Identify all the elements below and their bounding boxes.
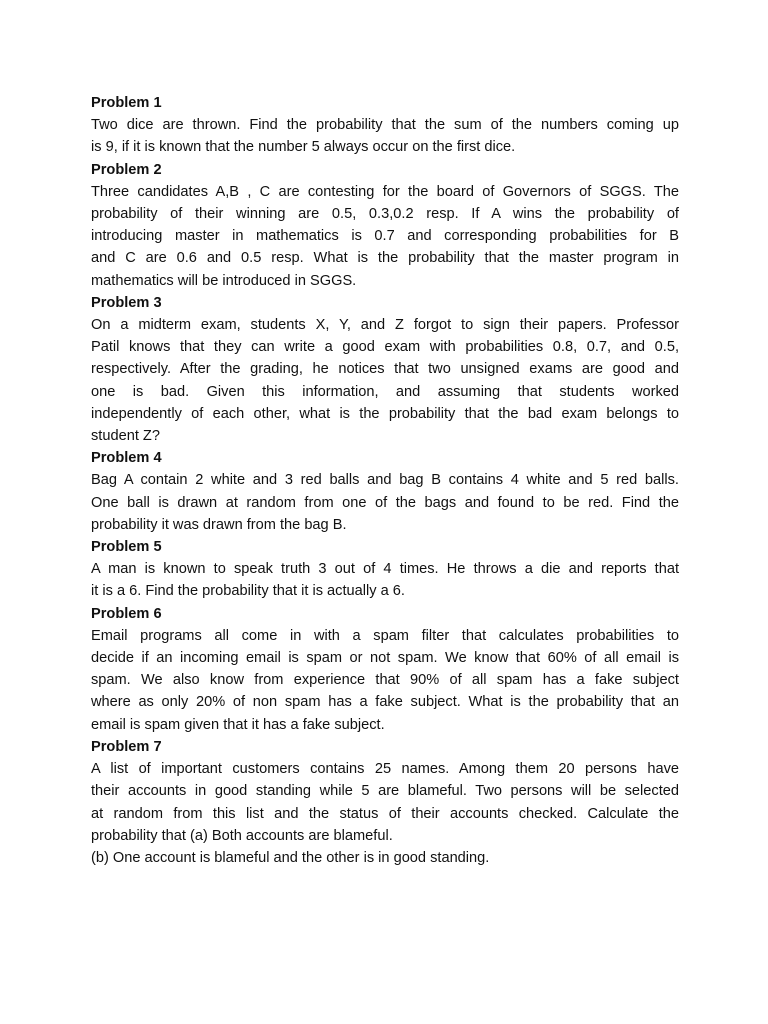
problem-text <box>91 758 679 869</box>
text-line: it is a 6. Find the probability that it is actually a 6. <box>91 583 405 600</box>
text-line: Bag A contain 2 white and 3 red balls and bag B contains 4 white and 5 red balls. <box>91 472 679 489</box>
problem-title: Problem 4 <box>91 450 162 467</box>
text-line: (b) One account is blameful and the other is in good standing. <box>91 849 490 866</box>
text-line: independently of each other, what is the probability that the bad exam belongs to <box>91 405 679 422</box>
problem-5 <box>91 536 679 603</box>
text-line: one is bad. Given this information, and assuming that students worked <box>91 383 679 400</box>
text-line: Email programs all come in with a spam filter that calculates probabilities to <box>91 627 679 644</box>
problem-1 <box>91 92 679 159</box>
problem-2 <box>91 159 679 292</box>
text-line: probability it was drawn from the bag B. <box>91 516 347 533</box>
text-line: introducing master in mathematics is 0.7 and corresponding probabilities for B <box>91 228 679 245</box>
text-line: Two dice are thrown. Find the probability that the sum of the numbers coming up <box>91 117 679 134</box>
problem-text <box>91 181 679 292</box>
text-line: their accounts in good standing while 5 are blameful. Two persons will be selected <box>91 783 679 800</box>
text-line: is 9, if it is known that the number 5 always occur on the first dice. <box>91 139 516 156</box>
text-line: probability that (a) Both accounts are blameful. <box>91 827 393 844</box>
problem-3 <box>91 292 679 447</box>
text-line: decide if an incoming email is spam or not spam. We know that 60% of all email is <box>91 650 679 667</box>
text-line: spam. We also know from experience that 90% of all spam has a fake subject <box>91 672 679 689</box>
problem-6 <box>91 603 679 736</box>
problem-text <box>91 469 679 536</box>
document-page <box>91 92 679 869</box>
text-line: probability of their winning are 0.5, 0.3,0.2 resp. If A wins the probability of <box>91 206 679 223</box>
problem-title: Problem 2 <box>91 161 162 178</box>
text-line: A man is known to speak truth 3 out of 4 times. He throws a die and reports that <box>91 561 679 578</box>
text-line: respectively. After the grading, he notices that two unsigned exams are good and <box>91 361 679 378</box>
problem-7 <box>91 736 679 869</box>
problem-title: Problem 7 <box>91 738 162 755</box>
problem-4 <box>91 447 679 536</box>
text-line: Patil knows that they can write a good exam with probabilities 0.8, 0.7, and 0.5, <box>91 339 679 356</box>
text-line: email is spam given that it has a fake subject. <box>91 716 385 733</box>
problem-text <box>91 314 679 447</box>
text-line: and C are 0.6 and 0.5 resp. What is the probability that the master program in <box>91 250 679 267</box>
text-line: A list of important customers contains 25 names. Among them 20 persons have <box>91 761 679 778</box>
text-line: mathematics will be introduced in SGGS. <box>91 272 357 289</box>
problem-text <box>91 625 679 736</box>
text-line: One ball is drawn at random from one of the bags and found to be red. Find the <box>91 494 679 511</box>
problem-title: Problem 3 <box>91 294 162 311</box>
text-line: where as only 20% of non spam has a fake subject. What is the probability that an <box>91 694 679 711</box>
text-line: Three candidates A,B , C are contesting for the board of Governors of SGGS. The <box>91 183 679 200</box>
text-line: On a midterm exam, students X, Y, and Z forgot to sign their papers. Professor <box>91 317 679 334</box>
problem-title: Problem 1 <box>91 95 162 111</box>
text-line: student Z? <box>91 428 160 445</box>
problem-text <box>91 114 679 158</box>
problem-title: Problem 6 <box>91 605 162 622</box>
problem-title: Problem 5 <box>91 539 162 556</box>
problem-text <box>91 558 679 602</box>
text-line: at random from this list and the status of their accounts checked. Calculate the <box>91 805 679 822</box>
